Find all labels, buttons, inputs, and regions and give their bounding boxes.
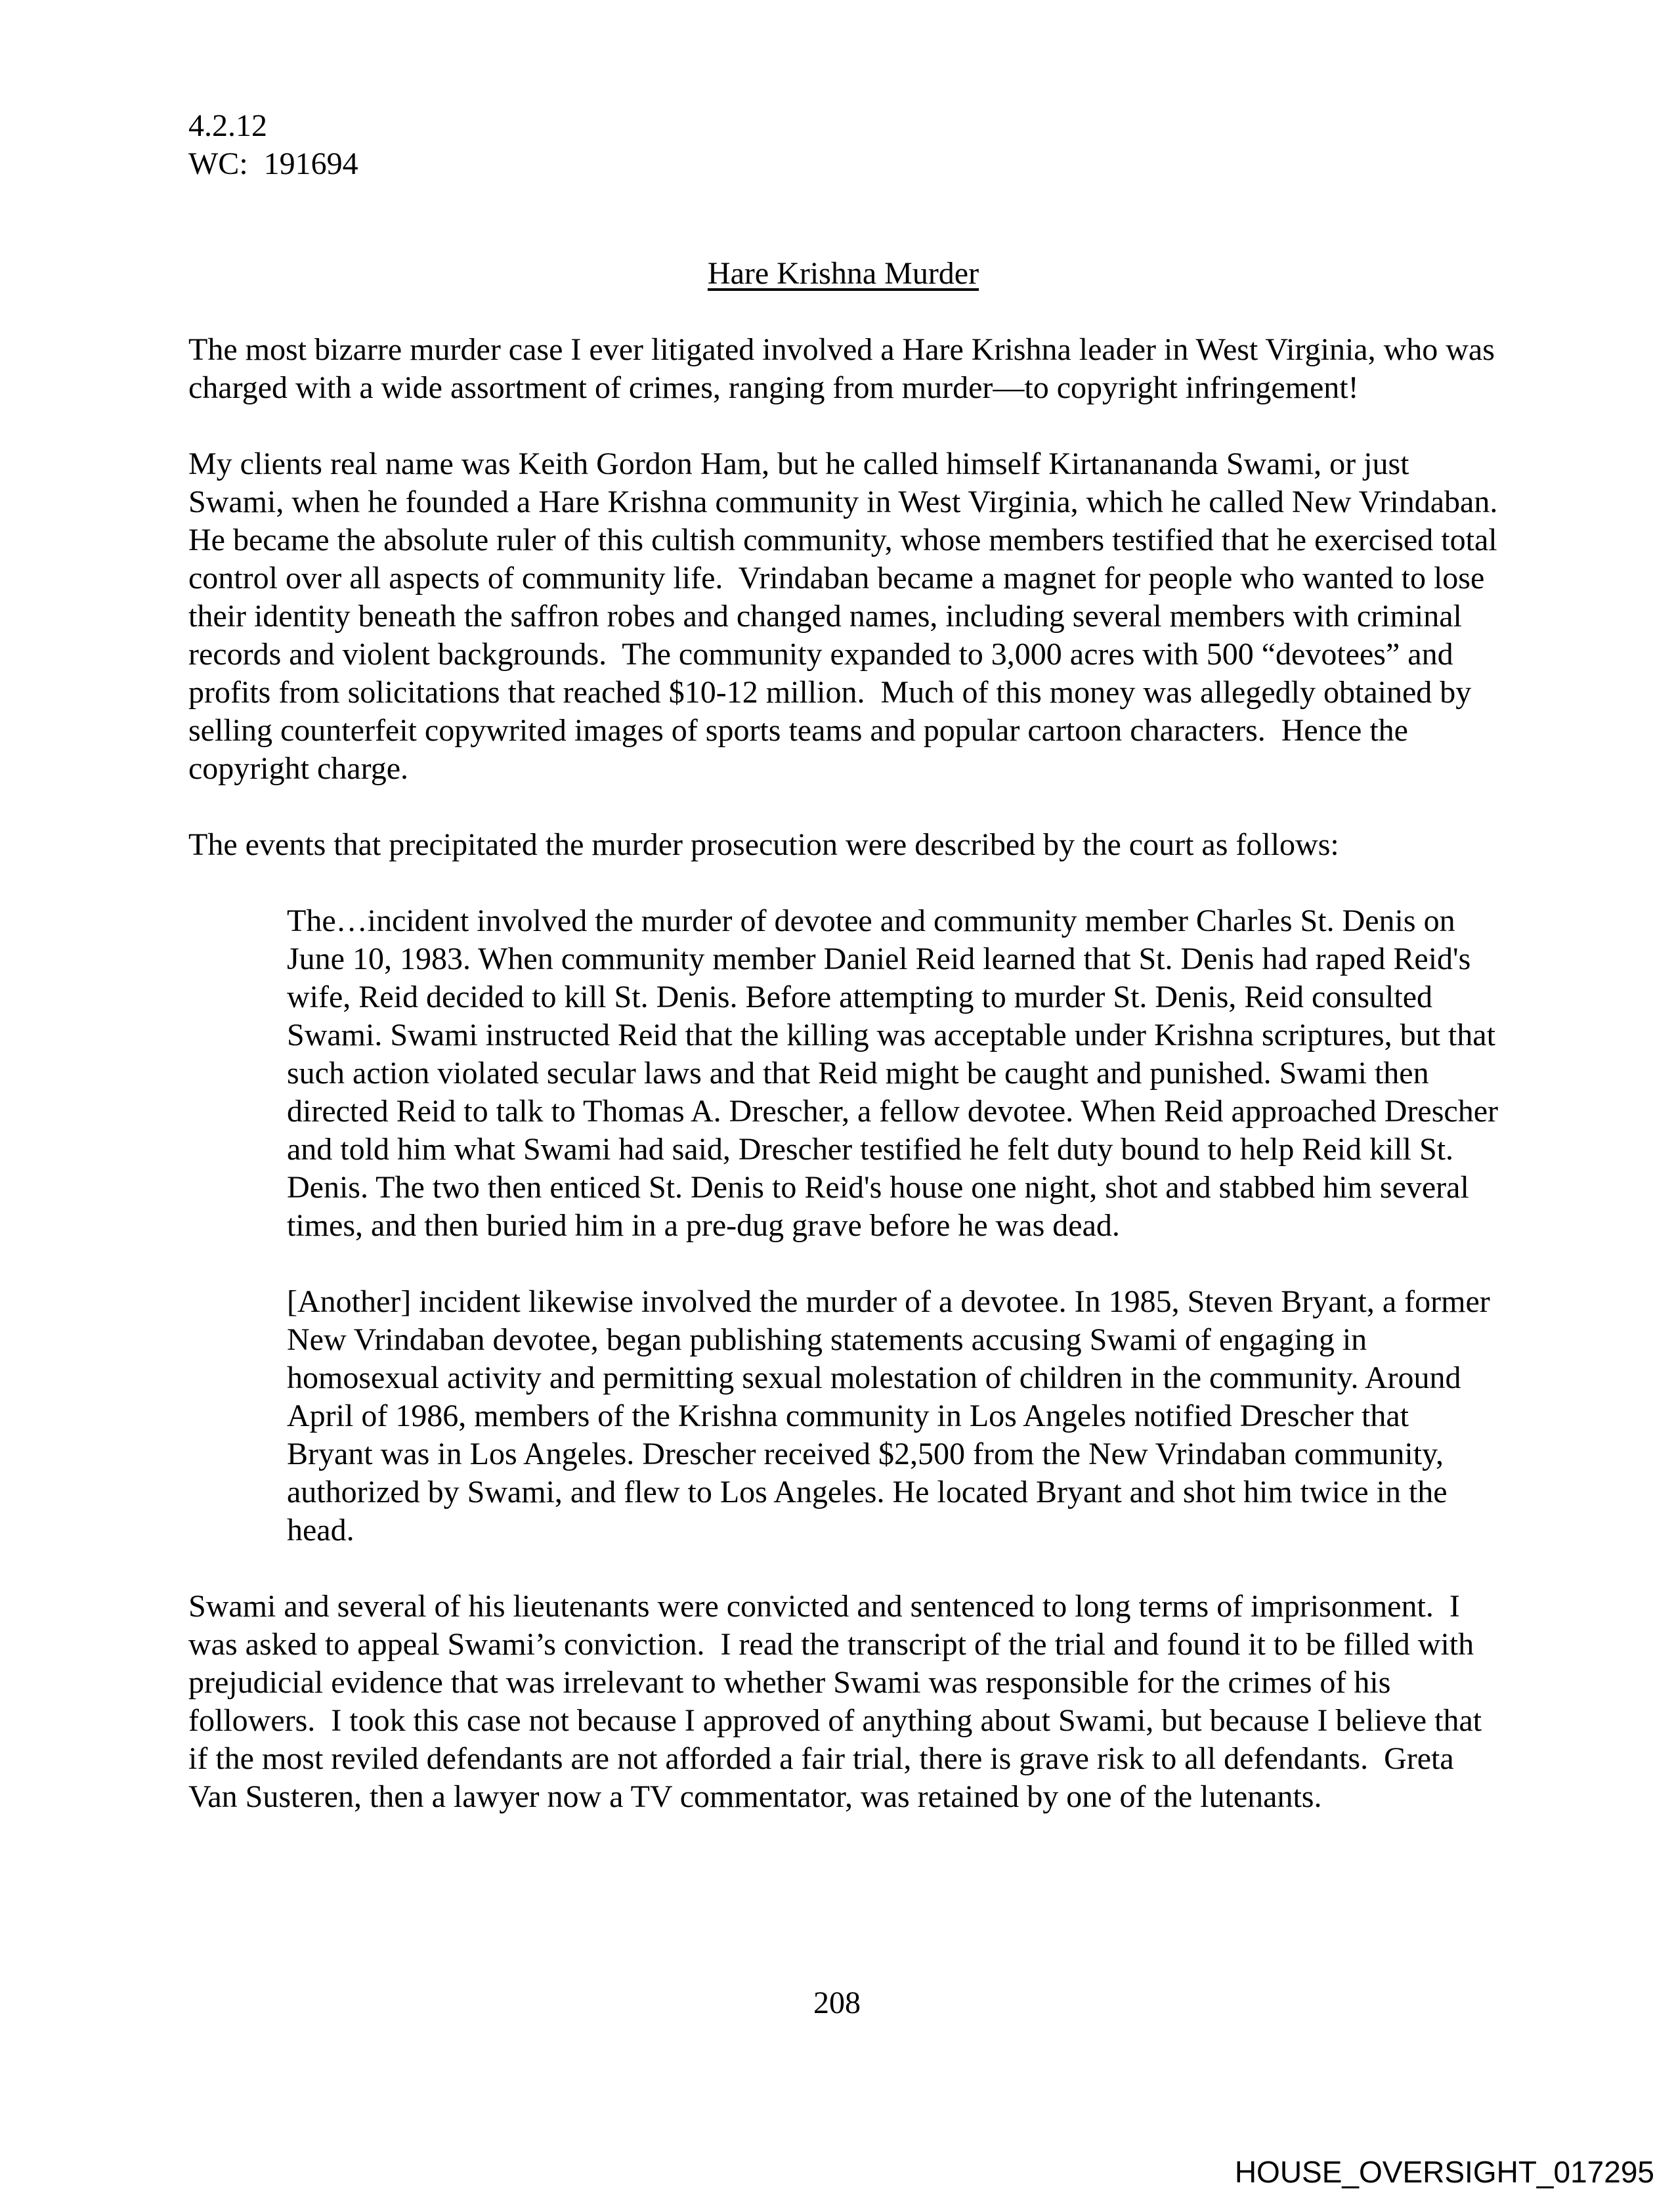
header-date: 4.2.12 [188,108,267,143]
document-title-text: Hare Krishna Murder [707,256,979,291]
document-title [188,255,1498,293]
court-quote-second-incident: [Another] incident likewise involved the murder of a devotee. In 1985, Steven Bryant, a former New Vrindaban devotee, began publishing statements accusing Swami of engaging in homosexual activity and permitting sexual molestation of children in the community. Around April of 1986, members of the Krishna community in Los Angeles notified Drescher that Bryant was in Los Angeles. Drescher received $2,500 from the New Vrindaban community, authorized by Swami, and flew to Los Angeles. He located Bryant and shot him twice in the head. [287,1284,1498,1548]
page-number: 208 [813,1985,861,2020]
paragraph-background: My clients real name was Keith Gordon Ham, but he called himself Kirtanananda Swami, or just Swami, when he founded a Hare Krishna community in West Virginia, which he called New Vrindaban. He became the absolute ruler of this cultish community, whose members testified that he exercised total control over all aspects of community life. Vrindaban became a magnet for people who wanted to lose their identity beneath the saffron robes and changed names, including several members with criminal records and violent backgrounds. The community expanded to 3,000 acres with 500 “devotees” and profits from solicitations that reached $10-12 million. Much of this money was allegedly obtained by selling counterfeit copywrited images of sports teams and popular cartoon characters. Hence the copyright charge. [188,446,1514,786]
header-word-count: WC: 191694 [188,146,358,181]
document-content [188,107,1514,1816]
paragraph-court-lead-in: The events that precipitated the murder prosecution were described by the court as follows: [188,827,1339,862]
paragraph-intro: The most bizarre murder case I ever litigated involved a Hare Krishna leader in West Virginia, who was charged with a wide assortment of crimes, ranging from murder—to copyright infringement! [188,332,1503,405]
bates-stamp: HOUSE_OVERSIGHT_017295 [1234,2155,1654,2189]
paragraph-conclusion: Swami and several of his lieutenants were convicted and sentenced to long terms of imprisonment. I was asked to appeal Swami’s conviction. I read the transcript of the trial and found it to be filled with prejudicial evidence that was irrelevant to whether Swami was responsible for the crimes of his followers. I took this case not because I approved of anything about Swami, but because I believe that if the most reviled defendants are not afforded a fair trial, there is grave risk to all defendants. Greta Van Susteren, then a lawyer now a TV commentator, was retained by one of the lutenants. [188,1589,1490,1814]
document-header [188,107,1498,183]
court-quote-first-incident: The…incident involved the murder of devotee and community member Charles St. Denis on June 10, 1983. When community member Daniel Reid learned that St. Denis had raped Reid's wife, Reid decided to kill St. Denis. Before attempting to murder St. Denis, Reid consulted Swami. Swami instructed Reid that the killing was acceptable under Krishna scriptures, but that such action violated secular laws and that Reid might be caught and punished. Swami then directed Reid to talk to Thomas A. Drescher, a fellow devotee. When Reid approached Drescher and told him what Swami had said, Drescher testified he felt duty bound to help Reid kill St. Denis. The two then enticed St. Denis to Reid's house one night, shot and stabbed him several times, and then buried him in a pre-dug grave before he was dead. [287,903,1506,1243]
